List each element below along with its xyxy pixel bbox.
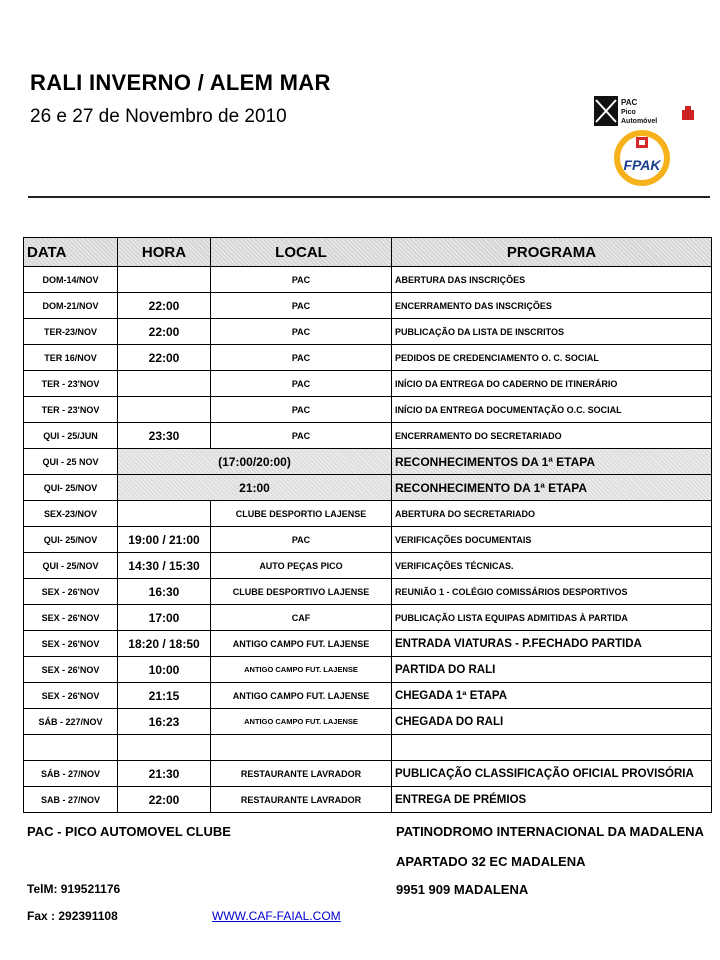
table-row <box>24 527 712 553</box>
col-header-programa: PROGRAMA <box>392 238 712 267</box>
schedule-table <box>23 237 712 813</box>
row-date: SAB - 27/NOV <box>24 787 118 813</box>
row-time: 17:00 <box>118 605 211 631</box>
table-row <box>24 761 712 787</box>
row-time: 10:00 <box>118 657 211 683</box>
row-date: SEX - 26'NOV <box>24 579 118 605</box>
table-row <box>24 709 712 735</box>
header-divider <box>28 196 710 198</box>
row-location: ANTIGO CAMPO FUT. LAJENSE <box>211 683 392 709</box>
event-dates: 26 e 27 de Novembro de 2010 <box>30 106 287 127</box>
row-location: RESTAURANTE LAVRADOR <box>211 761 392 787</box>
row-location: PAC <box>211 293 392 319</box>
row-time: 16:30 <box>118 579 211 605</box>
footer-website-link[interactable]: WWW.CAF-FAIAL.COM <box>212 909 341 923</box>
row-program: ABERTURA DO SECRETARIADO <box>392 501 712 527</box>
row-date <box>24 735 118 761</box>
row-location <box>211 735 392 761</box>
row-program: RECONHECIMENTO DA 1ª ETAPA <box>392 475 712 501</box>
row-time: 22:00 <box>118 787 211 813</box>
row-program: PEDIDOS DE CREDENCIAMENTO O. C. SOCIAL <box>392 345 712 371</box>
row-location: PAC <box>211 397 392 423</box>
row-program: RECONHECIMENTOS DA 1ª ETAPA <box>392 449 712 475</box>
col-header-local: LOCAL <box>211 238 392 267</box>
row-time <box>118 371 211 397</box>
row-date: TER - 23'NOV <box>24 397 118 423</box>
table-row <box>24 657 712 683</box>
row-program: PUBLICAÇÃO CLASSIFICAÇÃO OFICIAL PROVISÓRIA <box>392 761 712 787</box>
row-time <box>118 501 211 527</box>
row-program: VERIFICAÇÕES TÉCNICAS. <box>392 553 712 579</box>
row-location: CAF <box>211 605 392 631</box>
row-location: ANTIGO CAMPO FUT. LAJENSE <box>211 709 392 735</box>
row-location: PAC <box>211 267 392 293</box>
footer-fax: Fax : 292391108 <box>27 909 118 923</box>
table-row <box>24 267 712 293</box>
row-date: QUI- 25/NOV <box>24 475 118 501</box>
table-row <box>24 579 712 605</box>
table-header-row <box>24 238 712 267</box>
table-row <box>24 501 712 527</box>
row-location: PAC <box>211 319 392 345</box>
row-time: 18:20 / 18:50 <box>118 631 211 657</box>
row-time: 21:30 <box>118 761 211 787</box>
row-date: TER 16/NOV <box>24 345 118 371</box>
row-program: PUBLICAÇÃO LISTA EQUIPAS ADMITIDAS À PARTIDA <box>392 605 712 631</box>
row-time <box>118 267 211 293</box>
row-date: SEX - 26'NOV <box>24 605 118 631</box>
row-time: 19:00 / 21:00 <box>118 527 211 553</box>
row-date: DOM-14/NOV <box>24 267 118 293</box>
row-program: CHEGADA 1ª ETAPA <box>392 683 712 709</box>
table-row <box>24 553 712 579</box>
row-date: QUI - 25/NOV <box>24 553 118 579</box>
fpak-logo-text: FPAK <box>623 157 661 173</box>
row-program: ENTRADA VIATURAS - P.FECHADO PARTIDA <box>392 631 712 657</box>
table-row <box>24 787 712 813</box>
row-location: CLUBE DESPORTIO LAJENSE <box>211 501 392 527</box>
row-program: VERIFICAÇÕES DOCUMENTAIS <box>392 527 712 553</box>
document-title: RALI INVERNO / ALEM MAR <box>30 70 331 95</box>
row-time-span: (17:00/20:00) <box>118 449 392 475</box>
footer-address-line-2: APARTADO 32 EC MADALENA <box>396 854 586 869</box>
row-program: ENTREGA DE PRÉMIOS <box>392 787 712 813</box>
table-row <box>24 397 712 423</box>
row-time: 14:30 / 15:30 <box>118 553 211 579</box>
row-time: 21:15 <box>118 683 211 709</box>
row-date: SEX - 26'NOV <box>24 683 118 709</box>
table-row <box>24 605 712 631</box>
row-location: PAC <box>211 371 392 397</box>
row-time <box>118 735 211 761</box>
row-time <box>118 397 211 423</box>
row-location: RESTAURANTE LAVRADOR <box>211 787 392 813</box>
pac-logo-line-2: Pico <box>621 109 636 116</box>
row-program: ENCERRAMENTO DAS INSCRIÇÕES <box>392 293 712 319</box>
row-time: 22:00 <box>118 319 211 345</box>
pac-logo <box>594 96 698 128</box>
footer-address-line-1: PATINODROMO INTERNACIONAL DA MADALENA <box>396 824 704 839</box>
row-time-span: 21:00 <box>118 475 392 501</box>
row-program: REUNIÃO 1 - COLÉGIO COMISSÁRIOS DESPORTIVOS <box>392 579 712 605</box>
table-row <box>24 345 712 371</box>
footer-address-line-3: 9951 909 MADALENA <box>396 882 529 897</box>
row-date: QUI- 25/NOV <box>24 527 118 553</box>
pac-logo-line-1: PAC <box>621 98 638 107</box>
row-date: SEX - 26'NOV <box>24 657 118 683</box>
row-location: AUTO PEÇAS PICO <box>211 553 392 579</box>
row-location: ANTIGO CAMPO FUT. LAJENSE <box>211 657 392 683</box>
row-date: SEX - 26'NOV <box>24 631 118 657</box>
table-row <box>24 319 712 345</box>
row-program: ABERTURA DAS INSCRIÇÕES <box>392 267 712 293</box>
table-row <box>24 293 712 319</box>
footer-club-name: PAC - PICO AUTOMOVEL CLUBE <box>27 824 231 839</box>
col-header-hora: HORA <box>118 238 211 267</box>
footer-phone: TelM: 919521176 <box>27 882 121 896</box>
row-date: QUI - 25/JUN <box>24 423 118 449</box>
table-row <box>24 423 712 449</box>
row-time: 23:30 <box>118 423 211 449</box>
table-row <box>24 631 712 657</box>
pac-logo-line-3: Automóvel <box>621 118 658 125</box>
table-row <box>24 475 712 501</box>
row-date: TER - 23'NOV <box>24 371 118 397</box>
row-date: DOM-21/NOV <box>24 293 118 319</box>
row-program: PARTIDA DO RALI <box>392 657 712 683</box>
table-row <box>24 683 712 709</box>
row-location: CLUBE DESPORTIVO LAJENSE <box>211 579 392 605</box>
row-time: 22:00 <box>118 345 211 371</box>
row-location: PAC <box>211 423 392 449</box>
row-program: ENCERRAMENTO DO SECRETARIADO <box>392 423 712 449</box>
table-row-empty <box>24 735 712 761</box>
row-program: PUBLICAÇÃO DA LISTA DE INSCRITOS <box>392 319 712 345</box>
table-row <box>24 371 712 397</box>
fpak-logo <box>612 128 672 188</box>
row-location: ANTIGO CAMPO FUT. LAJENSE <box>211 631 392 657</box>
row-program: CHEGADA DO RALI <box>392 709 712 735</box>
row-date: SEX-23/NOV <box>24 501 118 527</box>
row-program: INÍCIO DA ENTREGA DO CADERNO DE ITINERÁRIO <box>392 371 712 397</box>
table-row <box>24 449 712 475</box>
row-date: TER-23/NOV <box>24 319 118 345</box>
row-time: 22:00 <box>118 293 211 319</box>
row-program: INÍCIO DA ENTREGA DOCUMENTAÇÃO O.C. SOCIAL <box>392 397 712 423</box>
row-location: PAC <box>211 527 392 553</box>
row-time: 16:23 <box>118 709 211 735</box>
row-location: PAC <box>211 345 392 371</box>
row-date: QUI - 25 NOV <box>24 449 118 475</box>
row-date: SÁB - 27/NOV <box>24 761 118 787</box>
row-program <box>392 735 712 761</box>
col-header-data: DATA <box>24 238 118 267</box>
row-date: SÁB - 227/NOV <box>24 709 118 735</box>
